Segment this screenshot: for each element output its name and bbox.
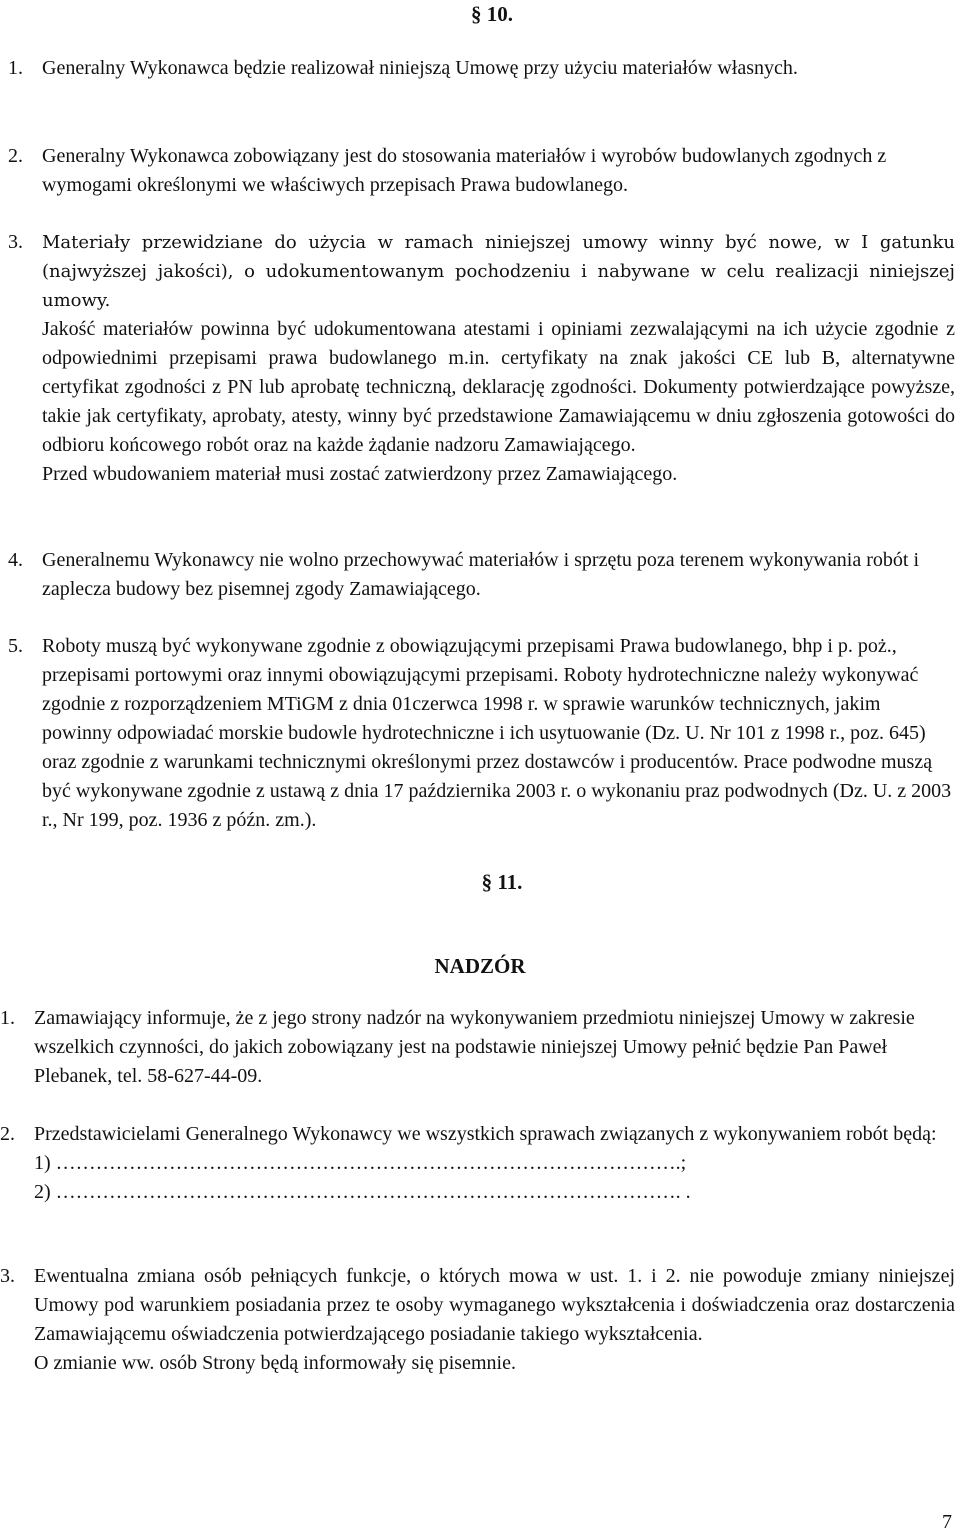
item-text-part-a [42, 228, 955, 315]
item-text-part-b: O zmianie ww. osób Strony będą informowały się pisemnie. [34, 1352, 516, 1374]
item-text: Roboty muszą być wykonywane zgodnie z obowiązującymi przepisami Prawa budowlanego, bhp i p. poż., przepisami portowymi oraz innymi obowiązującymi przepisami. Roboty hydrotechniczne należy wykonywać zgodnie z rozporządzeniem MTiGM z dnia 01czerwca 1998 r. w sprawie warunków technicznych, jakim powinny odpowiadać morskie budowle hydrotechniczne i ich usytuowanie (Dz. U. Nr 101 z 1998 r., poz. 645) oraz zgodnie z warunkami technicznymi określonymi przez dostawców i producentów. Prace podwodne muszą być wykonywane zgodnie z ustawą z dnia 17 października 2003 r. o wykonaniu praz podwodnych (Dz. U. z 2003 r., Nr 199, poz. 1936 z późn. zm.). [42, 635, 952, 831]
item-text-part-d: Przed wbudowaniem materiał musi zostać zatwierdzony przez Zamawiającego. [42, 463, 678, 485]
section-11-title-text: NADZÓR [434, 954, 526, 978]
item-text-c: Dokumenty potwierdzające powyższe, takie jak certyfikaty, aprobaty, atesty, winny być przedstawione Zamawiającemu w dniu zgłoszenia gotowości do odbioru końcowego robót oraz na każde żądanie nadzoru Zamawiającego. [42, 376, 956, 456]
section-11-heading [22, 868, 960, 896]
item-text: Ewentualna zmiana osób pełniących funkcje, o których mowa w ust. 1. i 2. nie powoduje zmiany niniejszej Umowy pod warunkiem posiadania przez te osoby wymaganego wykształcenia i doświadczenia oraz dostarczenia Zamawiającemu oświadczenia potwierdzającego posiadanie takiego wykształcenia. [34, 1265, 955, 1345]
page-number: 7 [942, 1511, 952, 1533]
representative-line-1: 1) ………………………………………………………………………………….; [34, 1152, 687, 1174]
section-10-item-2 [8, 142, 955, 200]
item-text: Zamawiający informuje, że z jego strony nadzór na wykonywaniem przedmiotu niniejszej Umowy w zakresie wszelkich czynności, do jakich zobowiązany jest na podstawie niniejszej Umowy pełnić będzie Pan Paweł Plebanek, tel. 58-627-44-09. [34, 1007, 915, 1087]
item-number: 2. [0, 1123, 15, 1145]
representative-line-2: 2) …………………………………………………………………………………. . [34, 1181, 691, 1203]
section-10-item-1 [8, 54, 955, 83]
item-number: 3. [8, 231, 23, 253]
section-11-title [0, 952, 960, 980]
item-number: 3. [0, 1265, 15, 1287]
section-10-item-3 [8, 228, 956, 489]
item-number: 1. [0, 1007, 15, 1029]
section-10-item-5 [8, 632, 955, 835]
item-text: Generalny Wykonawca będzie realizował niniejszą Umowę przy użyciu materiałów własnych. [42, 57, 798, 79]
section-11-item-2 [0, 1120, 955, 1207]
item-number: 4. [8, 549, 23, 571]
section-10-heading [12, 0, 960, 28]
item-number: 1. [8, 57, 23, 79]
item-text-part-b [42, 315, 955, 460]
item-number: 5. [8, 635, 23, 657]
item-text: Generalny Wykonawca zobowiązany jest do stosowania materiałów i wyrobów budowlanych zgodnych z wymogami określonymi we właściwych przepisach Prawa budowlanego. [42, 145, 887, 196]
item-text: Przedstawicielami Generalnego Wykonawcy we wszystkich sprawach związanych z wykonywaniem robót będą: [34, 1123, 937, 1145]
item-text: Generalnemu Wykonawcy nie wolno przechowywać materiałów i sprzętu poza terenem wykonywania robót i zaplecza budowy bez pisemnej zgody Zamawiającego. [42, 549, 920, 600]
item-text-b: Jakość materiałów powinna być udokumentowana atestami i opiniami zezwalającymi na ich użycie zgodnie z odpowiednimi przepisami prawa budowlanego m.in. certyfikaty na znak jakości CE lub B, alternatywne certyfikat zgodności z PN lub aprobatę techniczną, deklarację zgodności. [42, 318, 955, 398]
section-10-heading-text: § 10. [471, 2, 513, 26]
item-number: 2. [8, 145, 23, 167]
item-text-a: Materiały przewidziane do użycia w ramach niniejszej umowy winny być nowe, w I gatunku (najwyższej jakości), o udokumentowanym pochodzeniu i nabywane w celu realizacji niniejszej umowy. [42, 232, 955, 311]
section-11-heading-text: § 11. [481, 870, 523, 894]
section-11-item-1 [0, 1004, 955, 1091]
section-10-item-4 [8, 546, 955, 604]
section-11-item-3 [0, 1262, 955, 1378]
